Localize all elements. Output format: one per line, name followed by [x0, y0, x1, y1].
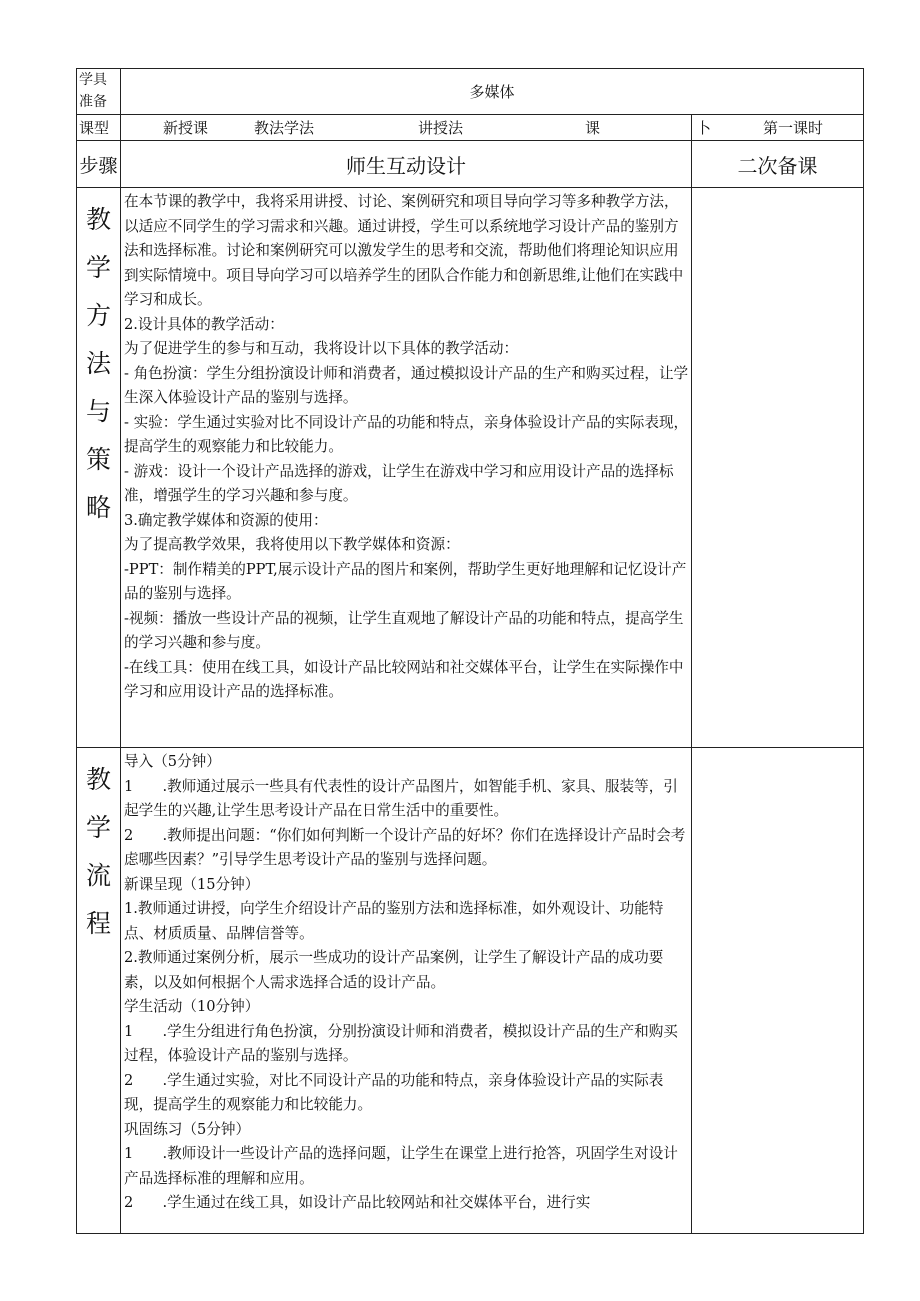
- content-paragraph: - 游戏：设计一个设计产品选择的游戏，让学生在游戏中学习和应用设计产品的选择标准，增强学生的学习兴趣和参与度。: [124, 462, 674, 504]
- prep-value: 多媒体: [121, 69, 864, 115]
- second-prep-cell: [691, 188, 863, 748]
- type-value: 新授课: [163, 119, 209, 137]
- content-paragraph: -PPT：制作精美的PPT,展示设计产品的图片和案例，帮助学生更好地理解和记忆设计产品的鉴别与选择。: [124, 560, 687, 602]
- content-paragraph: 为了促进学生的参与和互动，我将设计以下具体的教学活动：: [124, 340, 519, 357]
- design-header: 师生互动设计: [121, 141, 692, 188]
- process-content: [121, 748, 692, 1234]
- prep-label-line1: 学具: [79, 72, 107, 88]
- period-value: 第一课时: [763, 119, 824, 137]
- content-paragraph: 导入（5分钟）: [124, 753, 221, 770]
- lesson-plan-table: [76, 68, 864, 1234]
- section-char: 学: [85, 253, 111, 282]
- content-paragraph: 2.教师通过案例分析，展示一些成功的设计产品案例，让学生了解设计产品的成功要素，以及如何根据个人需求选择合适的设计产品。: [124, 949, 664, 991]
- content-paragraph: 1 .学生分组进行角色扮演，分别扮演设计师和消费者，模拟设计产品的生产和购买过程，体验设计产品的鉴别与选择。: [124, 1022, 678, 1064]
- section-char: 与: [85, 397, 111, 426]
- type-row-fields: [121, 115, 692, 141]
- method-value: 讲授法: [418, 119, 464, 137]
- content-paragraph: 2 .教师提出问题：“你们如何判断一个设计产品的好坏？你们在选择设计产品时会考虑哪些因素？”引导学生思考设计产品的鉴别与选择问题。: [124, 826, 686, 868]
- section-char: 策: [85, 445, 111, 474]
- section-char: 流: [85, 861, 111, 890]
- section-label-methods: [77, 188, 121, 748]
- section-char: 教: [85, 765, 111, 794]
- content-paragraph: 2 .学生通过实验，对比不同设计产品的功能和特点，亲身体验设计产品的实际表现，提高学生的观察能力和比较能力。: [124, 1071, 664, 1113]
- second-prep-cell: [691, 748, 863, 1234]
- content-paragraph: 1.教师通过讲授，向学生介绍设计产品的鉴别方法和选择标准，如外观设计、功能特点、材质质量、品牌信誉等。: [124, 900, 664, 942]
- content-paragraph: 1 .教师通过展示一些具有代表性的设计产品图片，如智能手机、家具、服装等，引起学生的兴趣,让学生思考设计产品在日常生活中的重要性。: [124, 777, 678, 819]
- prep-label-line2: 准备: [79, 94, 107, 110]
- content-paragraph: -视频：播放一些设计产品的视频，让学生直观地了解设计产品的功能和特点，提高学生的学习兴趣和参与度。: [124, 609, 684, 651]
- section-label-process: [77, 748, 121, 1234]
- content-paragraph: 2 .学生通过在线工具，如设计产品比较网站和社交媒体平台，进行实: [124, 1194, 591, 1211]
- type-label: 课型: [77, 115, 121, 141]
- content-paragraph: 为了提高教学效果，我将使用以下教学媒体和资源：: [124, 536, 460, 553]
- step-header: 步骤: [77, 141, 121, 188]
- section-char: 学: [85, 813, 111, 842]
- content-paragraph: 学生活动（10分钟）: [124, 998, 260, 1015]
- prep-label: [77, 69, 121, 115]
- period-label-a: 课: [585, 119, 601, 137]
- content-paragraph: 2.设计具体的教学活动：: [124, 315, 284, 333]
- content-paragraph: - 角色扮演：学生分组扮演设计师和消费者，通过模拟设计产品的生产和购买过程，让学生深入体验设计产品的鉴别与选择。: [124, 364, 689, 406]
- content-paragraph: 巩固练习（5分钟）: [124, 1120, 251, 1138]
- content-paragraph: 3.确定教学媒体和资源的使用：: [124, 511, 328, 529]
- period-cell: [691, 115, 863, 141]
- section-char: 程: [85, 909, 111, 938]
- section-char: 法: [85, 349, 111, 378]
- second-prep-header: 二次备课: [691, 141, 863, 188]
- content-paragraph: - 实验：学生通过实验对比不同设计产品的功能和特点，亲身体验设计产品的实际表现，提高学生的观察能力和比较能力。: [124, 413, 689, 455]
- method-label: 教法学法: [254, 119, 315, 137]
- section-char: 略: [85, 493, 111, 522]
- section-char: 教: [85, 205, 111, 234]
- content-paragraph: 新课呈现（15分钟）: [124, 875, 260, 893]
- section-char: 方: [85, 301, 111, 330]
- content-paragraph: -在线工具：使用在线工具，如设计产品比较网站和社交媒体平台，让学生在实际操作中学习和应用设计产品的选择标准。: [124, 658, 684, 700]
- methods-content: [121, 188, 692, 748]
- content-paragraph: 在本节课的教学中，我将采用讲授、讨论、案例研究和项目导向学习等多种教学方法，以适应不同学生的学习需求和兴趣。通过讲授，学生可以系统地学习设计产品的鉴别方法和选择标准。讨论和案例研究可以激发学生的思考和交流，帮助他们将理论知识应用到实际情境中。项目导向学习可以培养学生的团队合作能力和创新思维,让他们在实践中学习和成长。: [124, 193, 684, 308]
- period-label-b: 卜: [695, 119, 711, 137]
- content-paragraph: 1 .教师设计一些设计产品的选择问题，让学生在课堂上进行抢答，巩固学生对设计产品选择标准的理解和应用。: [124, 1145, 678, 1187]
